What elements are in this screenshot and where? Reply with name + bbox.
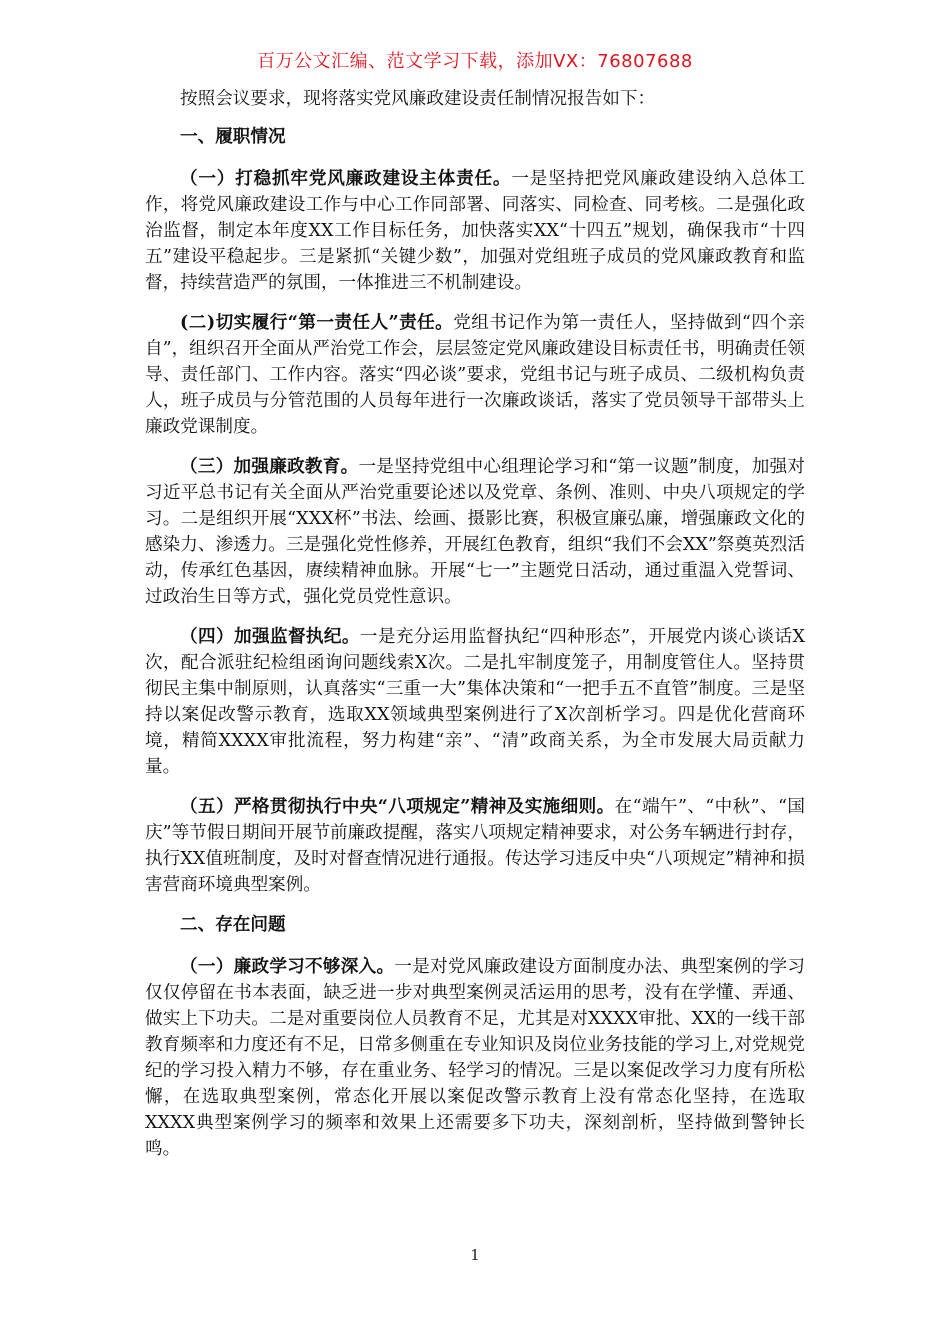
item-lead: （一）打稳抓牢党风廉政建设主体责任。 [180,168,512,189]
item-text: 一是坚持把党风廉政建设纳入总体工作，将党风廉政建设工作与中心工作同部署、同落实、同检查、同考核。二是强化政治监督，制定本年度XX工作目标任务，加快落实XX“十四五”规划，确保我市“十四五”建设平稳起步。三是紧抓“关键少数”，加强对党组班子成员的党风廉政教育和监督，持续营造严的氛围，一体推进三不机制建设。 [145,169,805,293]
section-2-item-1 [145,954,805,1162]
item-lead: （三）加强廉政教育。 [180,456,359,477]
section-1-item-2 [145,310,805,440]
section-1-title: 一、履职情况 [180,126,286,147]
section-2-title: 二、存在问题 [180,914,286,935]
item-lead: （一）廉政学习不够深入。 [180,956,395,977]
section-1-item-1 [145,166,805,296]
item-text: 在“端午”、“中秋”、“国庆”等节假日期间开展节前廉政提醒，落实八项规定精神要求，对公务车辆进行封存，执行XX值班制度，及时对督查情况进行通报。传达学习违反中央“八项规定”精神和损害营商环境典型案例。 [145,797,805,895]
page-number: 1 [470,1246,480,1264]
item-lead: （五）严格贯彻执行中央“八项规定”精神及实施细则。 [180,796,615,817]
item-text: 党组书记作为第一责任人，坚持做到“四个亲自”，组织召开全面从严治党工作会，层层签定党风廉政建设目标责任书，明确责任领导、责任部门、工作内容。落实“四必谈”要求，党组书记与班子成员、二级机构负责人，班子成员与分管范围的人员每年进行一次廉政谈话，落实了党员领导干部带头上廉政党课制度。 [145,313,805,437]
section-1-item-5 [145,794,805,898]
item-text: 一是坚持党组中心组理论学习和“第一议题”制度，加强对习近平总书记有关全面从严治党重要论述以及党章、条例、准则、中央八项规定的学习。二是组织开展“XXX杯”书法、绘画、摄影比赛，积极宣廉弘廉，增强廉政文化的感染力、渗透力。三是强化党性修养，开展红色教育，组织“我们不会XX”祭奠英烈活动，传承红色基因，赓续精神血脉。开展“七一”主题党日活动，通过重温入党誓词、过政治生日等方式，强化党员党性意识。 [145,457,805,607]
document-body [145,86,805,1176]
item-text: 一是对党风廉政建设方面制度办法、典型案例的学习仅仅停留在书本表面，缺乏进一步对典型案例灵活运用的思考，没有在学懂、弄通、做实上下功夫。二是对重要岗位人员教育不足，尤其是对XXXX审批、XX的一线干部教育频率和力度还有不足，日常多侧重在专业知识及岗位业务技能的学习上,对党规党纪的学习投入精力不够，存在重业务、轻学习的情况。三是以案促改学习力度有所松懈，在选取典型案例，常态化开展以案促改警示教育上没有常态化坚持，在选取XXXX典型案例学习的频率和效果上还需要多下功夫，深刻剖析，坚持做到警钟长鸣。 [145,957,805,1159]
section-1-item-3 [145,454,805,610]
item-lead: （四）加强监督执纪。 [180,626,360,647]
watermark-header: 百万公文汇编、范文学习下载，添加VX：76807688 [257,51,693,72]
intro-paragraph: 按照会议要求，现将落实党风廉政建设责任制情况报告如下： [180,89,656,109]
item-text: 一是充分运用监督执纪“四种形态”，开展党内谈心谈话X次，配合派驻纪检组函询问题线索X次。二是扎牢制度笼子，用制度管住人。坚持贯彻民主集中制原则，认真落实“三重一大”集体决策和“一把手五不直管”制度。三是坚持以案促改警示教育，选取XX领域典型案例进行了X次剖析学习。四是优化营商环境，精简XXXX审批流程，努力构建“亲”、“清”政商关系，为全市发展大局贡献力量。 [145,627,805,777]
item-lead: (二)切实履行“第一责任人”责任。 [180,312,454,333]
section-1-item-4 [145,624,805,780]
